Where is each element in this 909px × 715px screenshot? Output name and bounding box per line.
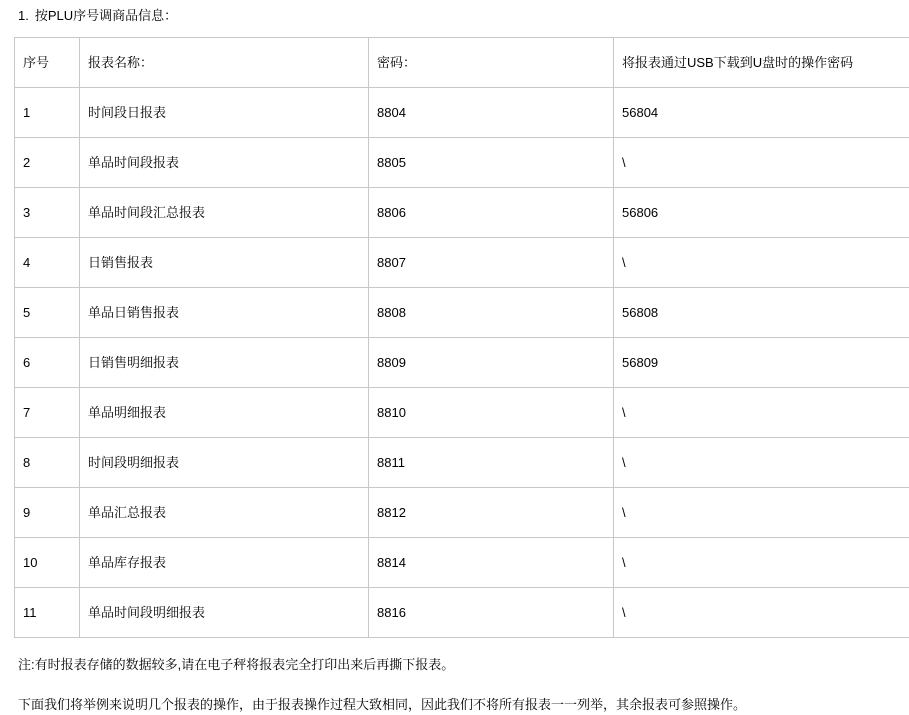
cell-usb: 56804	[614, 88, 909, 138]
cell-usb: \	[614, 438, 909, 488]
cell-name: 日销售报表	[80, 238, 369, 288]
table-row	[15, 338, 909, 388]
cell-seq: 10	[15, 538, 80, 588]
column-header-code: 密码：	[369, 38, 614, 88]
cell-usb: \	[614, 238, 909, 288]
section-heading-number: 1.	[18, 6, 29, 26]
cell-code: 8810	[369, 388, 614, 438]
table-row	[15, 188, 909, 238]
cell-seq: 8	[15, 438, 80, 488]
table-row	[15, 288, 909, 338]
cell-usb: 56808	[614, 288, 909, 338]
cell-seq: 4	[15, 238, 80, 288]
cell-seq: 6	[15, 338, 80, 388]
table-row	[15, 588, 909, 638]
cell-code: 8809	[369, 338, 614, 388]
cell-usb: \	[614, 388, 909, 438]
cell-code: 8804	[369, 88, 614, 138]
table-body	[15, 88, 909, 638]
cell-code: 8811	[369, 438, 614, 488]
table-row	[15, 538, 909, 588]
table-row	[15, 488, 909, 538]
cell-name: 时间段日报表	[80, 88, 369, 138]
cell-code: 8816	[369, 588, 614, 638]
cell-name: 单品汇总报表	[80, 488, 369, 538]
cell-seq: 7	[15, 388, 80, 438]
cell-seq: 3	[15, 188, 80, 238]
column-header-name: 报表名称：	[80, 38, 369, 88]
cell-code: 8812	[369, 488, 614, 538]
table-header	[15, 38, 909, 88]
table-header-row	[15, 38, 909, 88]
cell-code: 8806	[369, 188, 614, 238]
cell-seq: 9	[15, 488, 80, 538]
cell-seq: 11	[15, 588, 80, 638]
section-heading	[18, 6, 899, 26]
cell-name: 单品库存报表	[80, 538, 369, 588]
tail-paragraph: 下面我们将举例来说明几个报表的操作，由于报表操作过程大致相同，因此我们不将所有报表一一列举，其余报表可参照操作。	[18, 695, 899, 715]
cell-name: 时间段明细报表	[80, 438, 369, 488]
cell-usb: \	[614, 588, 909, 638]
note-text: 注:有时报表存储的数据较多,请在电子秤将报表完全打印出来后再撕下报表。	[18, 655, 899, 675]
cell-code: 8808	[369, 288, 614, 338]
cell-code: 8805	[369, 138, 614, 188]
table-row	[15, 238, 909, 288]
cell-seq: 2	[15, 138, 80, 188]
column-header-seq: 序号	[15, 38, 80, 88]
cell-usb: 56809	[614, 338, 909, 388]
report-password-table	[14, 37, 909, 638]
cell-code: 8814	[369, 538, 614, 588]
cell-name: 单品日销售报表	[80, 288, 369, 338]
cell-name: 单品时间段明细报表	[80, 588, 369, 638]
cell-code: 8807	[369, 238, 614, 288]
cell-name: 单品明细报表	[80, 388, 369, 438]
cell-usb: \	[614, 138, 909, 188]
table-row	[15, 138, 909, 188]
cell-usb: 56806	[614, 188, 909, 238]
cell-usb: \	[614, 538, 909, 588]
table-row	[15, 88, 909, 138]
table-row	[15, 388, 909, 438]
cell-name: 单品时间段报表	[80, 138, 369, 188]
table-row	[15, 438, 909, 488]
cell-seq: 1	[15, 88, 80, 138]
cell-name: 日销售明细报表	[80, 338, 369, 388]
section-heading-text: 按PLU序号调商品信息：	[35, 8, 177, 23]
document-page	[0, 6, 909, 699]
cell-name: 单品时间段汇总报表	[80, 188, 369, 238]
cell-usb: \	[614, 488, 909, 538]
cell-seq: 5	[15, 288, 80, 338]
column-header-usb: 将报表通过USB下载到U盘时的操作密码	[614, 38, 909, 88]
